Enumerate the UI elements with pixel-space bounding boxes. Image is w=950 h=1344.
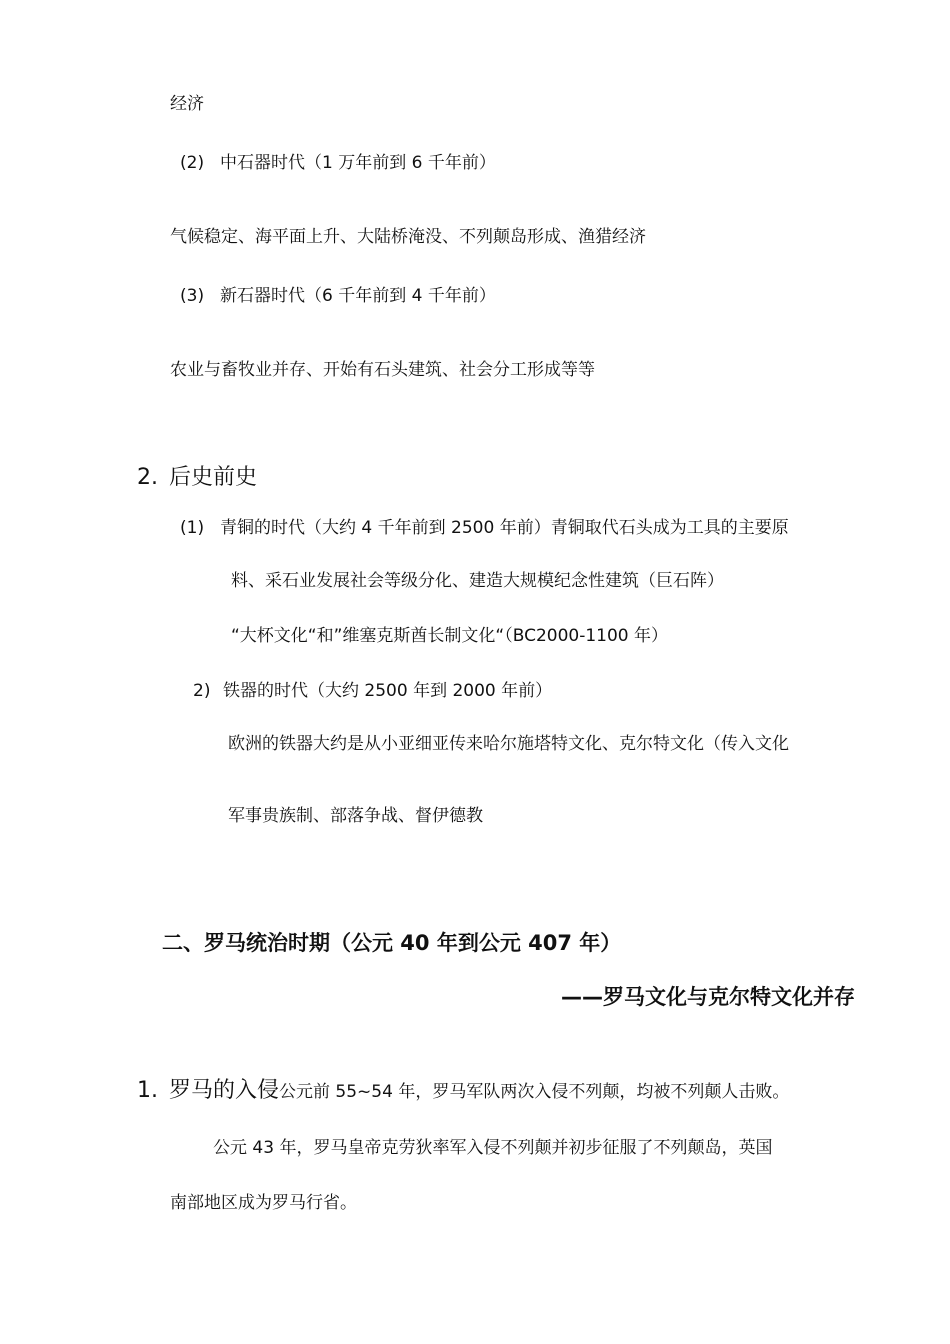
list-item: [180, 517, 789, 539]
text-line: 料、采石业发展社会等级分化、建造大规模纪念性建筑（巨石阵）: [231, 571, 724, 591]
list-item-text: 铁器的时代（大约 2500 年到 2000 年前）: [223, 681, 553, 701]
list-number: (1): [180, 518, 205, 538]
heading-item: [137, 464, 257, 492]
list-item: [193, 680, 552, 702]
text-line: 农业与畜牧业并存、开始有石头建筑、社会分工形成等等: [170, 360, 595, 380]
list-item: [180, 285, 496, 307]
text-line: 军事贵族制、部落争战、督伊德教: [228, 806, 483, 826]
list-item-text: 新石器时代（6 千年前到 4 千年前）: [220, 286, 496, 306]
heading-text: 后史前史: [169, 465, 258, 490]
heading-text: 罗马的入侵: [169, 1078, 280, 1103]
heading-number: 1.: [137, 1078, 158, 1103]
section-title: 二、罗马统治时期（公元 40 年到公元 407 年）: [162, 931, 622, 955]
text-line: “大杯文化“和”维塞克斯酋长制文化“（BC2000-1100 年）: [231, 626, 669, 646]
list-number: 2): [193, 681, 211, 701]
heading-with-text: [137, 1077, 789, 1107]
text-line: 经济: [170, 94, 204, 114]
heading-number: 2.: [137, 465, 158, 490]
list-item: [180, 152, 496, 174]
text-line: 气候稳定、海平面上升、大陆桥淹没、不列颠岛形成、渔猎经济: [170, 227, 646, 247]
text-line: 南部地区成为罗马行省。: [170, 1193, 357, 1213]
list-number: (3): [180, 286, 205, 306]
list-item-text: 青铜的时代（大约 4 千年前到 2500 年前）青铜取代石头成为工具的主要原: [220, 518, 789, 538]
text-line: 公元 43 年，罗马皇帝克劳狄率军入侵不列颠并初步征服了不列颠岛，英国: [213, 1138, 773, 1158]
section-subtitle: ——罗马文化与克尔特文化并存: [561, 985, 855, 1009]
list-item-text: 中石器时代（1 万年前到 6 千年前）: [220, 153, 496, 173]
text-paragraph: 欧洲的铁器大约是从小亚细亚传来哈尔施塔特文化、克尔特文化（传入文化: [228, 734, 789, 754]
inline-text: 公元前 55~54 年，罗马军队两次入侵不列颠，均被不列颠人击败。: [279, 1082, 790, 1102]
list-number: (2): [180, 153, 205, 173]
